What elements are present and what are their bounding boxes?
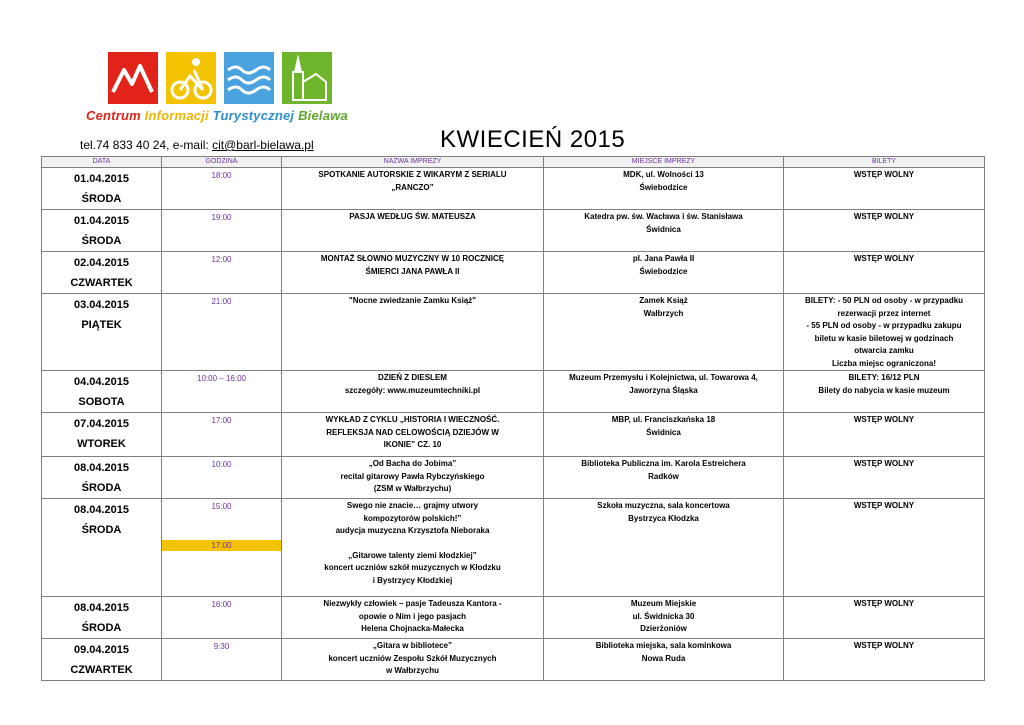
col-header-time: GODZINA xyxy=(162,157,282,168)
cell-date xyxy=(42,371,162,413)
cell-text: „Gitarowe talenty ziemi kłodzkiej” xyxy=(348,550,477,560)
cell-text: ŚRODA xyxy=(81,622,122,634)
cell-text: MDK, ul. Wolności 13 xyxy=(623,170,704,179)
cell-date xyxy=(42,168,162,210)
cell-text: PASJA WEDŁUG ŚW. MATEUSZA xyxy=(349,212,476,221)
cell-place xyxy=(544,168,784,210)
cell-text: ŚMIERCI JANA PAWŁA II xyxy=(365,266,460,276)
cell-time xyxy=(162,457,282,499)
cell-text: WSTĘP WOLNY xyxy=(853,254,915,263)
cell-tickets xyxy=(784,597,985,639)
cell-text: 17:00 xyxy=(162,540,281,551)
cell-text: Świebodzice xyxy=(639,266,688,276)
cell-text: WSTĘP WOLNY xyxy=(853,641,915,650)
cell-text: kompozytorów polskich!” xyxy=(363,513,462,523)
cell-text: DZIEŃ Z DIESLEM xyxy=(378,373,447,382)
cell-text: 01.04.2015 xyxy=(73,173,130,185)
cell-event-name xyxy=(282,413,544,457)
cell-event-name xyxy=(282,597,544,639)
cell-text: 08.04.2015 xyxy=(73,504,130,516)
cell-text: opowie o Nim i jego pasjach xyxy=(358,611,467,621)
contact-info xyxy=(80,138,314,152)
cell-text: otwarcia zamku xyxy=(854,346,914,355)
cell-text: ŚRODA xyxy=(81,482,122,494)
table-row xyxy=(42,597,985,639)
cell-text: BILETY: - 50 PLN od osoby - w przypadku xyxy=(804,296,964,305)
cell-text: Niezwykły człowiek – pasje Tadeusza Kantora - xyxy=(323,599,502,608)
cell-text: PIĄTEK xyxy=(81,319,122,331)
cell-text: Swego nie znacie… grajmy utwory xyxy=(346,501,479,510)
cell-text: 16:00 xyxy=(211,600,232,609)
cell-text: 15:00 xyxy=(211,502,232,511)
cell-event-name xyxy=(282,210,544,252)
cell-place xyxy=(544,252,784,294)
cell-place xyxy=(544,499,784,597)
cell-text: IKONIE” CZ. 10 xyxy=(383,440,442,449)
cell-date xyxy=(42,252,162,294)
cell-text: ŚRODA xyxy=(81,524,122,536)
cell-place xyxy=(544,457,784,499)
cell-text: 08.04.2015 xyxy=(73,462,130,474)
cell-tickets xyxy=(784,499,985,597)
cell-text: MONTAŻ SŁOWNO MUZYCZNY W 10 ROCZNICĘ xyxy=(320,254,505,263)
cell-text: WSTĘP WOLNY xyxy=(853,501,915,510)
col-header-date: DATA xyxy=(42,157,162,168)
cell-text: ŚRODA xyxy=(81,193,122,205)
cell-text: rezerwacji przez internet xyxy=(837,308,931,318)
cell-date xyxy=(42,597,162,639)
cell-time xyxy=(162,168,282,210)
cell-text: Liczba miejsc ograniczona! xyxy=(831,358,937,368)
cell-text: WSTĘP WOLNY xyxy=(853,415,915,424)
cell-tickets xyxy=(784,413,985,457)
cell-text: 02.04.2015 xyxy=(73,257,130,269)
cell-time xyxy=(162,597,282,639)
cell-text: Biblioteka Publiczna im. Karola Estreichera xyxy=(581,459,746,468)
cell-text: Bilety do nabycia w kasie muzeum xyxy=(818,385,950,395)
table-row xyxy=(42,168,985,210)
email-link[interactable]: cit@barl-bielawa.pl xyxy=(212,138,314,152)
cell-text: „Od Bacha do Jobima” xyxy=(368,459,457,468)
cell-event-name xyxy=(282,499,544,597)
table-row xyxy=(42,499,985,597)
water-waves-icon xyxy=(224,52,274,104)
cell-text: 9:30 xyxy=(213,642,230,651)
cell-time xyxy=(162,371,282,413)
cell-text: „RANCZO” xyxy=(391,182,434,192)
cell-date xyxy=(42,210,162,252)
cell-text: 08.04.2015 xyxy=(73,602,130,614)
cell-time xyxy=(162,294,282,371)
cell-time xyxy=(162,639,282,681)
cell-tickets xyxy=(784,639,985,681)
cell-text: ul. Świdnicka 30 xyxy=(632,611,695,621)
cell-text: „Gitara w bibliotece” xyxy=(372,641,453,650)
cell-event-name xyxy=(282,371,544,413)
cell-text: Świdnica xyxy=(646,427,681,437)
col-header-name: NAZWA IMPREZY xyxy=(282,157,544,168)
cell-text: Helena Chojnacka-Małecka xyxy=(361,624,464,633)
cell-text: Świdnica xyxy=(646,224,681,234)
cell-text: SPOTKANIE AUTORSKIE Z WIKARYM Z SERIALU xyxy=(318,170,507,179)
cell-text: Zamek Książ xyxy=(639,296,688,305)
cell-text: WSTĘP WOLNY xyxy=(853,459,915,468)
cell-date xyxy=(42,294,162,371)
cell-text: Katedra pw. św. Wacława i św. Stanisława xyxy=(584,212,743,221)
cell-place xyxy=(544,294,784,371)
cell-time xyxy=(162,499,282,597)
page-title: KWIECIEŃ 2015 xyxy=(440,126,626,153)
table-row xyxy=(42,210,985,252)
cell-text: Bystrzyca Kłodzka xyxy=(628,513,699,523)
cyclist-icon xyxy=(166,52,216,104)
cell-tickets xyxy=(784,371,985,413)
table-header-row xyxy=(42,157,985,168)
table-row xyxy=(42,639,985,681)
cell-event-name xyxy=(282,294,544,371)
logo-text: Centrum Informacji Turystycznej Bielawa xyxy=(86,108,348,123)
table-row xyxy=(42,252,985,294)
cell-text: WSTĘP WOLNY xyxy=(853,599,915,608)
cell-text: 07.04.2015 xyxy=(73,418,130,430)
cell-text: SOBOTA xyxy=(78,396,125,408)
cell-text: CZWARTEK xyxy=(70,277,133,289)
cell-text: ŚRODA xyxy=(81,235,122,247)
table-row xyxy=(42,371,985,413)
cell-tickets xyxy=(784,457,985,499)
cell-tickets xyxy=(784,168,985,210)
cell-tickets xyxy=(784,210,985,252)
cell-text: 09.04.2015 xyxy=(73,644,130,656)
cell-time xyxy=(162,252,282,294)
cell-text: 10:00 xyxy=(211,460,232,469)
cell-text: 12:00 xyxy=(211,255,232,264)
cell-place xyxy=(544,210,784,252)
cell-text: pl. Jana Pawła II xyxy=(632,254,695,263)
cell-text: Muzeum Miejskie xyxy=(630,599,697,608)
cell-text: 03.04.2015 xyxy=(73,299,130,311)
cell-text: Biblioteka miejska, sala kominkowa xyxy=(595,641,732,650)
cell-tickets xyxy=(784,252,985,294)
cell-text: w Wałbrzychu xyxy=(385,666,440,675)
cell-date xyxy=(42,457,162,499)
logo xyxy=(86,52,348,128)
cell-text: koncert uczniów Zespołu Szkół Muzycznych xyxy=(328,653,497,663)
cell-text: WTOREK xyxy=(77,438,126,450)
cell-text: - 55 PLN od osoby - w przypadku zakupu xyxy=(806,321,962,330)
cell-time xyxy=(162,413,282,457)
phone-text: tel.74 833 40 24, e-mail: xyxy=(80,138,213,152)
cell-date xyxy=(42,499,162,597)
cell-date xyxy=(42,639,162,681)
cell-place xyxy=(544,413,784,457)
table-body xyxy=(42,168,985,681)
cell-text: Dzierżoniów xyxy=(640,624,687,633)
second-event xyxy=(282,550,543,588)
cell-event-name xyxy=(282,457,544,499)
col-header-place: MIEJSCE IMPREZY xyxy=(544,157,784,168)
cell-text: BILETY: 16/12 PLN xyxy=(848,373,920,382)
cell-place xyxy=(544,597,784,639)
cell-text: "Nocne zwiedzanie Zamku Książ" xyxy=(348,296,477,305)
col-header-tickets: BILETY xyxy=(784,157,985,168)
cell-text: Muzeum Przemysłu i Kolejnictwa, ul. Towarowa 4, xyxy=(569,373,758,382)
cell-text: WSTĘP WOLNY xyxy=(853,212,915,221)
table-row xyxy=(42,294,985,371)
cell-event-name xyxy=(282,639,544,681)
cell-text: MBP, ul. Franciszkańska 18 xyxy=(611,415,716,424)
cell-text: 19:00 xyxy=(211,213,232,222)
cell-text: Radków xyxy=(648,471,679,481)
cell-text: CZWARTEK xyxy=(70,664,133,676)
events-table xyxy=(41,156,985,681)
cell-text: szczegóły: www.muzeumtechniki.pl xyxy=(344,385,481,395)
cell-date xyxy=(42,413,162,457)
cell-text: Wałbrzych xyxy=(643,308,684,318)
cell-time xyxy=(162,210,282,252)
cell-text: Jaworzyna Śląska xyxy=(629,385,698,395)
cell-text: WSTĘP WOLNY xyxy=(853,170,915,179)
cell-text: i Bystrzycy Kłodzkiej xyxy=(372,575,453,585)
cell-event-name xyxy=(282,168,544,210)
cell-place xyxy=(544,371,784,413)
cell-text: 10:00 – 16:00 xyxy=(197,374,246,383)
cell-event-name xyxy=(282,252,544,294)
cell-text: Świebodzice xyxy=(639,182,688,192)
cell-text: 04.04.2015 xyxy=(73,376,130,388)
cell-text: koncert uczniów szkół muzycznych w Kłodzku xyxy=(324,563,501,572)
cell-tickets xyxy=(784,294,985,371)
cell-text: biletu w kasie biletowej w godzinach xyxy=(814,333,954,343)
cell-text: 17:00 xyxy=(211,416,232,425)
cell-text: (ZSM w Wałbrzychu) xyxy=(373,484,452,493)
cell-text: 01.04.2015 xyxy=(73,215,130,227)
cell-text: 18:00 xyxy=(211,171,232,180)
table-row xyxy=(42,457,985,499)
cell-text: 21:00 xyxy=(211,297,232,306)
table-row xyxy=(42,413,985,457)
cell-text: recital gitarowy Pawła Rybczyńskiego xyxy=(340,471,485,481)
church-icon xyxy=(282,52,332,104)
mountains-icon xyxy=(108,52,158,104)
cell-place xyxy=(544,639,784,681)
cell-text: audycja muzyczna Krzysztofa Nieboraka xyxy=(335,526,490,535)
cell-text: REFLEKSJA NAD CELOWOŚCIĄ DZIEJÓW W xyxy=(326,427,499,437)
cell-text: WYKŁAD Z CYKLU „HISTORIA I WIECZNOŚĆ. xyxy=(325,415,500,424)
cell-text: Szkoła muzyczna, sala koncertowa xyxy=(597,501,730,510)
cell-text: Nowa Ruda xyxy=(641,653,686,663)
